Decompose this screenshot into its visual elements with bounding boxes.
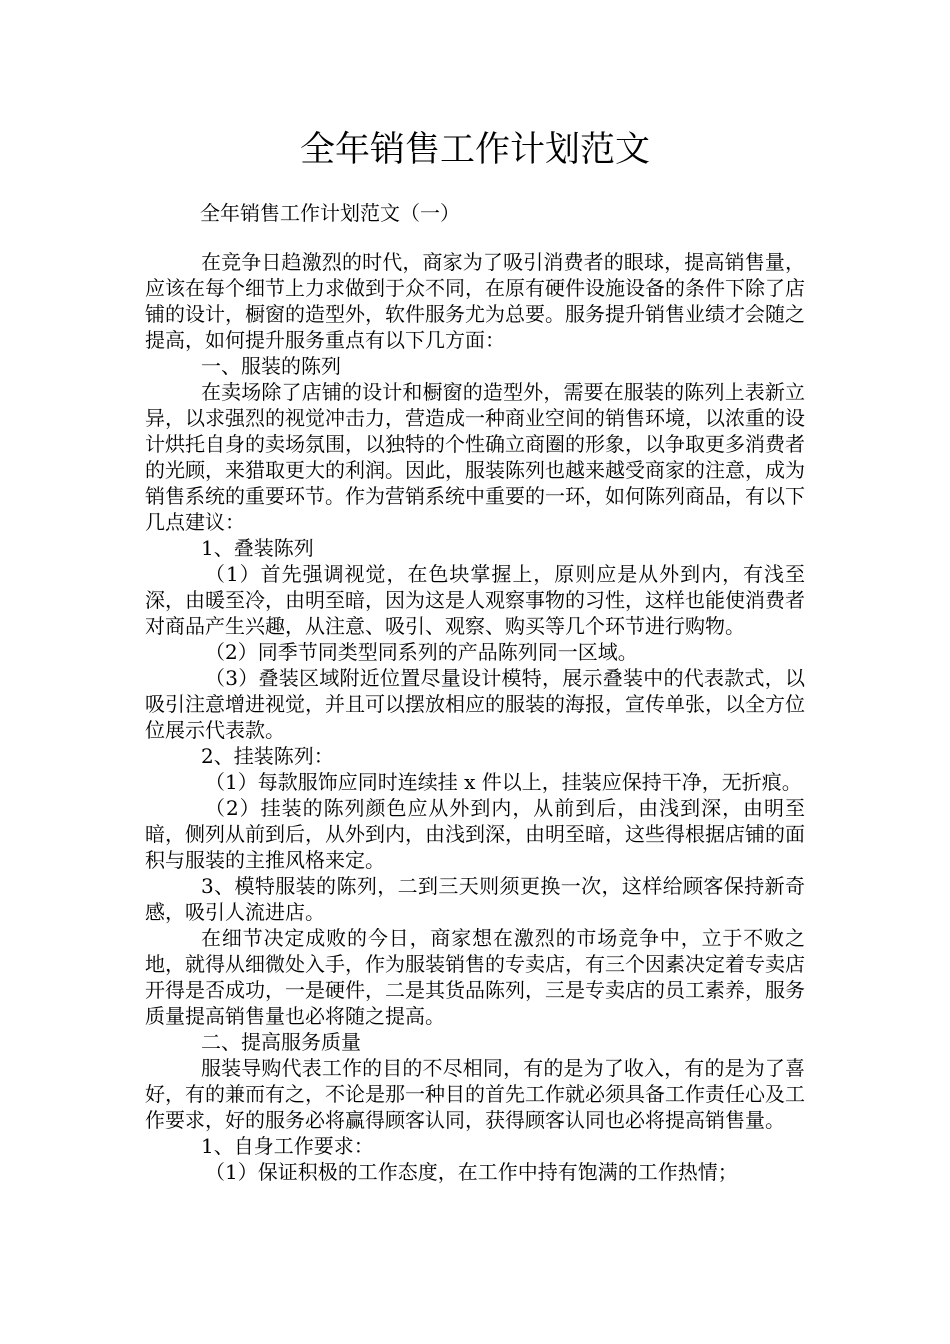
subheading-hanging-display: 2、挂装陈列： xyxy=(201,744,334,768)
paragraph-details: 在细节决定成败的今日，商家想在激烈的市场竞争中，立于不败之地，就得从细微处入手，作为服装销售的专卖店，有三个因素决定着专卖店开得是否成功，一是硬件，二是其货品陈列，三是专卖店的员工素养，服务质量提高销售量也必将随之提高。 xyxy=(145,926,805,1028)
paragraph-folded-item-1: （1）首先强调视觉，在色块掌握上，原则应是从外到内，有浅至深，由暖至冷，由明至暗，因为这是人观察事物的习性，这样也能使消费者对商品产生兴趣，从注意、吸引、观察、购买等几个环节进行购物。 xyxy=(145,562,805,638)
paragraph-intro: 在竞争日趋激烈的时代，商家为了吸引消费者的眼球，提高销售量，应该在每个细节上力求做到于众不同，在原有硬件设施设备的条件下除了店铺的设计，橱窗的造型外，软件服务尤为总要。服务提升销售业绩才会随之提高，如何提升服务重点有以下几方面： xyxy=(145,250,805,352)
paragraph-service: 服装导购代表工作的目的不尽相同，有的是为了收入，有的是为了喜好，有的兼而有之，不论是那一种目的首先工作就必须具备工作责任心及工作要求，好的服务必将赢得顾客认同，获得顾客认同也必将提高销售量。 xyxy=(145,1056,805,1132)
section-heading-display: 一、服装的陈列 xyxy=(201,354,341,378)
paragraph-hanging-item-1: （1）每款服饰应同时连续挂 x 件以上，挂装应保持干净，无折痕。 xyxy=(205,770,802,794)
paragraph-display: 在卖场除了店铺的设计和橱窗的造型外，需要在服装的陈列上表新立异，以求强烈的视觉冲击力，营造成一种商业空间的销售环境，以浓重的设计烘托自身的卖场氛围，以独特的个性确立商圈的形象，以争取更多消费者的光顾，来猎取更大的利润。因此，服装陈列也越来越受商家的注意，成为销售系统的重要环节。作为营销系统中重要的一环，如何陈列商品，有以下几点建议： xyxy=(145,380,805,534)
document-body xyxy=(145,249,805,1185)
paragraph-folded-item-3: （3）叠装区域附近位置尽量设计模特，展示叠装中的代表款式，以吸引注意增进视觉，并且可以摆放相应的服装的海报，宣传单张，以全方位位展示代表款。 xyxy=(145,666,805,742)
paragraph-model-display: 3、模特服装的陈列，二到三天则须更换一次，这样给顾客保持新奇感，吸引人流进店。 xyxy=(145,874,805,924)
document-title: 全年销售工作计划范文 xyxy=(299,130,650,170)
subheading-folded-display: 1、叠装陈列 xyxy=(201,536,314,560)
section-heading-service: 二、提高服务质量 xyxy=(201,1030,361,1054)
document-subtitle: 全年销售工作计划范文（一） xyxy=(200,201,460,225)
paragraph-hanging-item-2: （2）挂装的陈列颜色应从外到内，从前到后，由浅到深，由明至暗，侧列从前到后，从外到内，由浅到深，由明至暗，这些得根据店铺的面积与服装的主推风格来定。 xyxy=(145,796,805,872)
paragraph-self-item-1: （1）保证积极的工作态度，在工作中持有饱满的工作热情； xyxy=(205,1160,738,1184)
subheading-self-requirements: 1、自身工作要求： xyxy=(201,1134,374,1158)
paragraph-folded-item-2: （2）同季节同类型同系列的产品陈列同一区域。 xyxy=(205,640,638,664)
